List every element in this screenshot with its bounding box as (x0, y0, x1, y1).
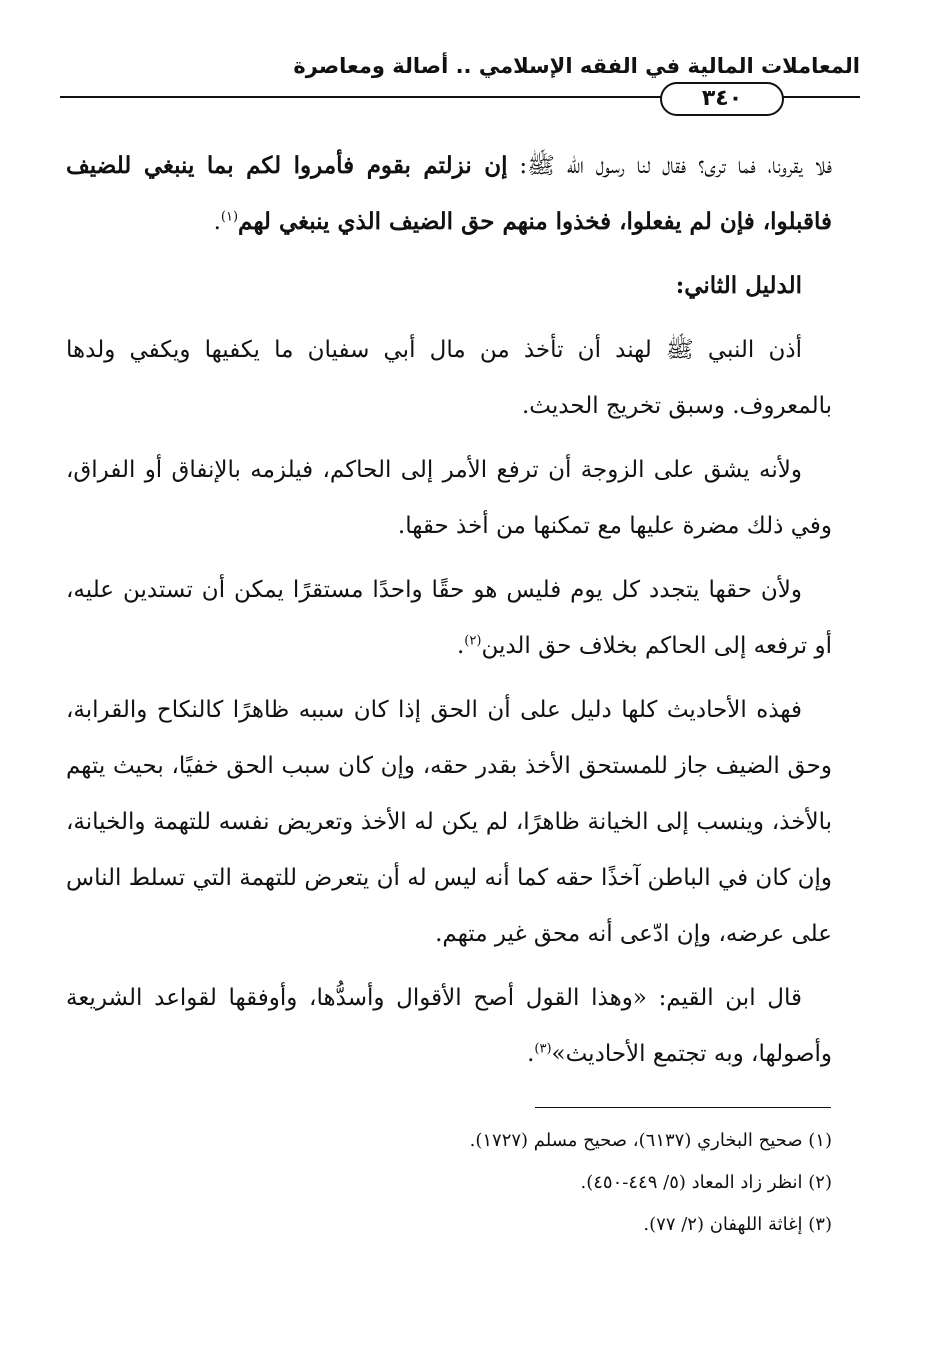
paragraph-hind: أذن النبي ﷺ لهند أن تأخذ من مال أبي سفيان ما يكفيها ويكفي ولدها بالمعروف. وسبق تخريج الحديث. (66, 337, 832, 419)
paragraph-daily-right (66, 562, 832, 674)
paragraph-text: قال ابن القيم: «وهذا القول أصح الأقوال وأسدُّها، وأوفقها لقواعد الشريعة وأصولها، وبه تجتمع الأحاديث» (66, 985, 832, 1067)
hadith-quote: إن نزلتم بقوم فأمروا لكم بما ينبغي للضيف فاقبلوا، فإن لم يفعلوا، فخذوا منهم حق الضيف الذي ينبغي لهم (66, 152, 832, 235)
paragraph-ibn-qayyim (66, 970, 832, 1082)
paragraph-lead: فلا يقرونا، فما ترى؟ فقال لنا رسول الله ﷺ: (507, 153, 833, 179)
footnote-ref-3[interactable]: (٣) (534, 1041, 552, 1057)
footnote-separator (535, 1107, 831, 1108)
paragraph-conclusion: فهذه الأحاديث كلها دليل على أن الحق إذا كان سببه ظاهرًا كالنكاح والقرابة، وحق الضيف جاز للمستحق الأخذ بقدر حقه، وإن كان سبب الحق خفيًا، بحيث يتهم بالأخذ، وينسب إلى الخيانة ظاهرًا، لم يكن له الأخذ وتعريض نفسه للتهمة والخيانة، وإن كان في الباطن آخذًا حقه كما أنه ليس له أن يتعرض للتهمة التي تسلط الناس على عرضه، وإن ادّعى أنه محق غير متهم. (66, 697, 832, 947)
page-number: ٣٤٠ (660, 82, 784, 116)
paragraph-end: . (456, 633, 465, 659)
section-heading: الدليل الثاني: (675, 272, 802, 299)
footnote-ref-1[interactable]: (١) (220, 209, 239, 225)
page-body (66, 138, 832, 1082)
paragraph-hadith-guest (66, 138, 832, 250)
footnote-1: (١) صحيح البخاري (٦١٣٧)، صحيح مسلم (١٧٢٧). (469, 1130, 832, 1151)
footnote-ref-2[interactable]: (٢) (464, 633, 482, 649)
paragraph-end: . (527, 1041, 535, 1067)
footnote-3: (٣) إغاثة اللهفان (٢/ ٧٧). (643, 1214, 832, 1235)
paragraph-text: ولأن حقها يتجدد كل يوم فليس هو حقًا واحدًا مستقرًا يمكن أن تستدين عليه، أو ترفعه إلى الحاكم بخلاف حق الدين (66, 577, 832, 659)
running-title: المعاملات المالية في الفقه الإسلامي .. أصالة ومعاصرة (293, 54, 860, 78)
footnotes (66, 1120, 832, 1246)
page-header (60, 40, 860, 120)
paragraph-end: . (213, 209, 221, 235)
paragraph-wife-hardship: ولأنه يشق على الزوجة أن ترفع الأمر إلى الحاكم، فيلزمه بالإنفاق أو الفراق، وفي ذلك مضرة عليها مع تمكنها من أخذ حقها. (66, 457, 832, 539)
footnote-2: (٢) انظر زاد المعاد (٥/ ٤٤٩-٤٥٠). (580, 1172, 832, 1193)
